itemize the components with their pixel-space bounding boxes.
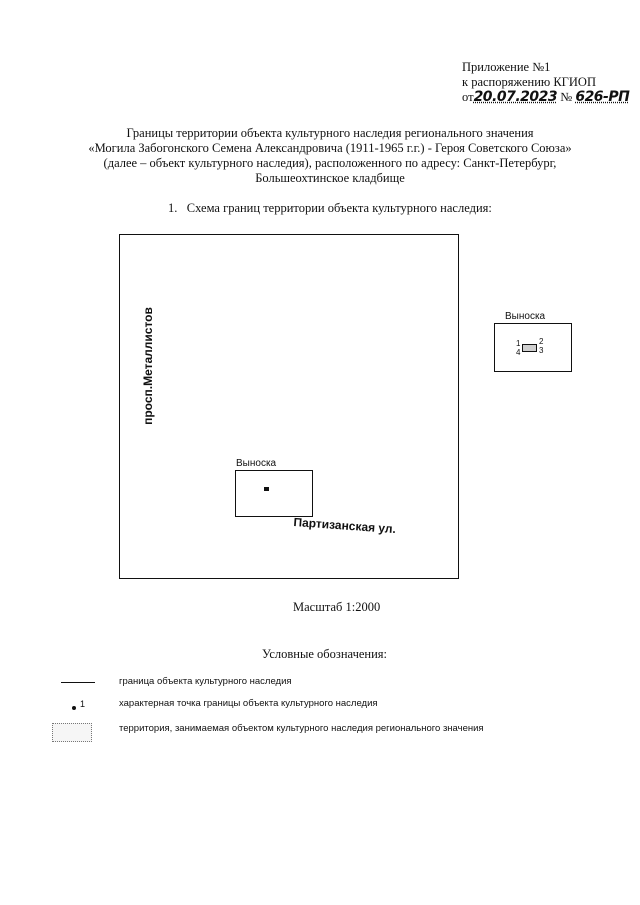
object-marker (264, 487, 269, 491)
legend-title: Условные обозначения: (262, 647, 388, 661)
legend-point-symbol (72, 706, 76, 710)
date-prefix: от (462, 90, 474, 104)
title-line1: Границы территории объекта культурного наследия регионального значения (126, 126, 534, 140)
point-label-2: 2 (539, 337, 544, 346)
side-callout-label: Выноска (505, 311, 546, 322)
handwritten-number: 626-РП (575, 89, 630, 105)
appendix-line1: Приложение №1 (462, 60, 551, 74)
point-label-4: 4 (516, 348, 521, 357)
legend-text-area: территория, занимаемая объектом культурного наследия регионального значения (119, 723, 484, 734)
point-label-3: 3 (539, 346, 544, 355)
handwritten-date: 20.07.2023 (473, 89, 558, 105)
side-callout-box (494, 323, 572, 372)
scale-label: Масштаб 1:2000 (293, 600, 381, 614)
street-label-metallistov: просп.Металлистов (141, 307, 155, 425)
map-callout-box (235, 470, 313, 517)
legend-point-label: 1 (80, 699, 86, 709)
legend-text-point: характерная точка границы объекта культурного наследия (119, 698, 378, 709)
appendix-date-line (462, 90, 629, 105)
number-prefix: № (560, 90, 573, 104)
point-label-1: 1 (516, 339, 521, 348)
title-line2: «Могила Забогонского Семена Александровича (1911-1965 г.г.) - Героя Советского Союза» (88, 141, 572, 155)
legend-area-symbol (52, 723, 92, 742)
legend-line-symbol (61, 682, 95, 683)
document-title (60, 126, 600, 186)
scheme-heading: 1. Схема границ территории объекта культурного наследия: (168, 201, 492, 215)
appendix-block (462, 60, 629, 105)
map-callout-label: Выноска (236, 458, 277, 469)
legend-text-boundary: граница объекта культурного наследия (119, 676, 292, 687)
object-boundary-detail (522, 344, 537, 352)
title-line3: (далее – объект культурного наследия), расположенного по адресу: Санкт-Петербург, (103, 156, 557, 170)
map-frame (119, 234, 459, 579)
appendix-line2: к распоряжению КГИОП (462, 75, 596, 89)
title-line4: Большеохтинское кладбище (255, 171, 405, 185)
street-label-partizanskaya: Партизанская ул. (293, 515, 397, 537)
